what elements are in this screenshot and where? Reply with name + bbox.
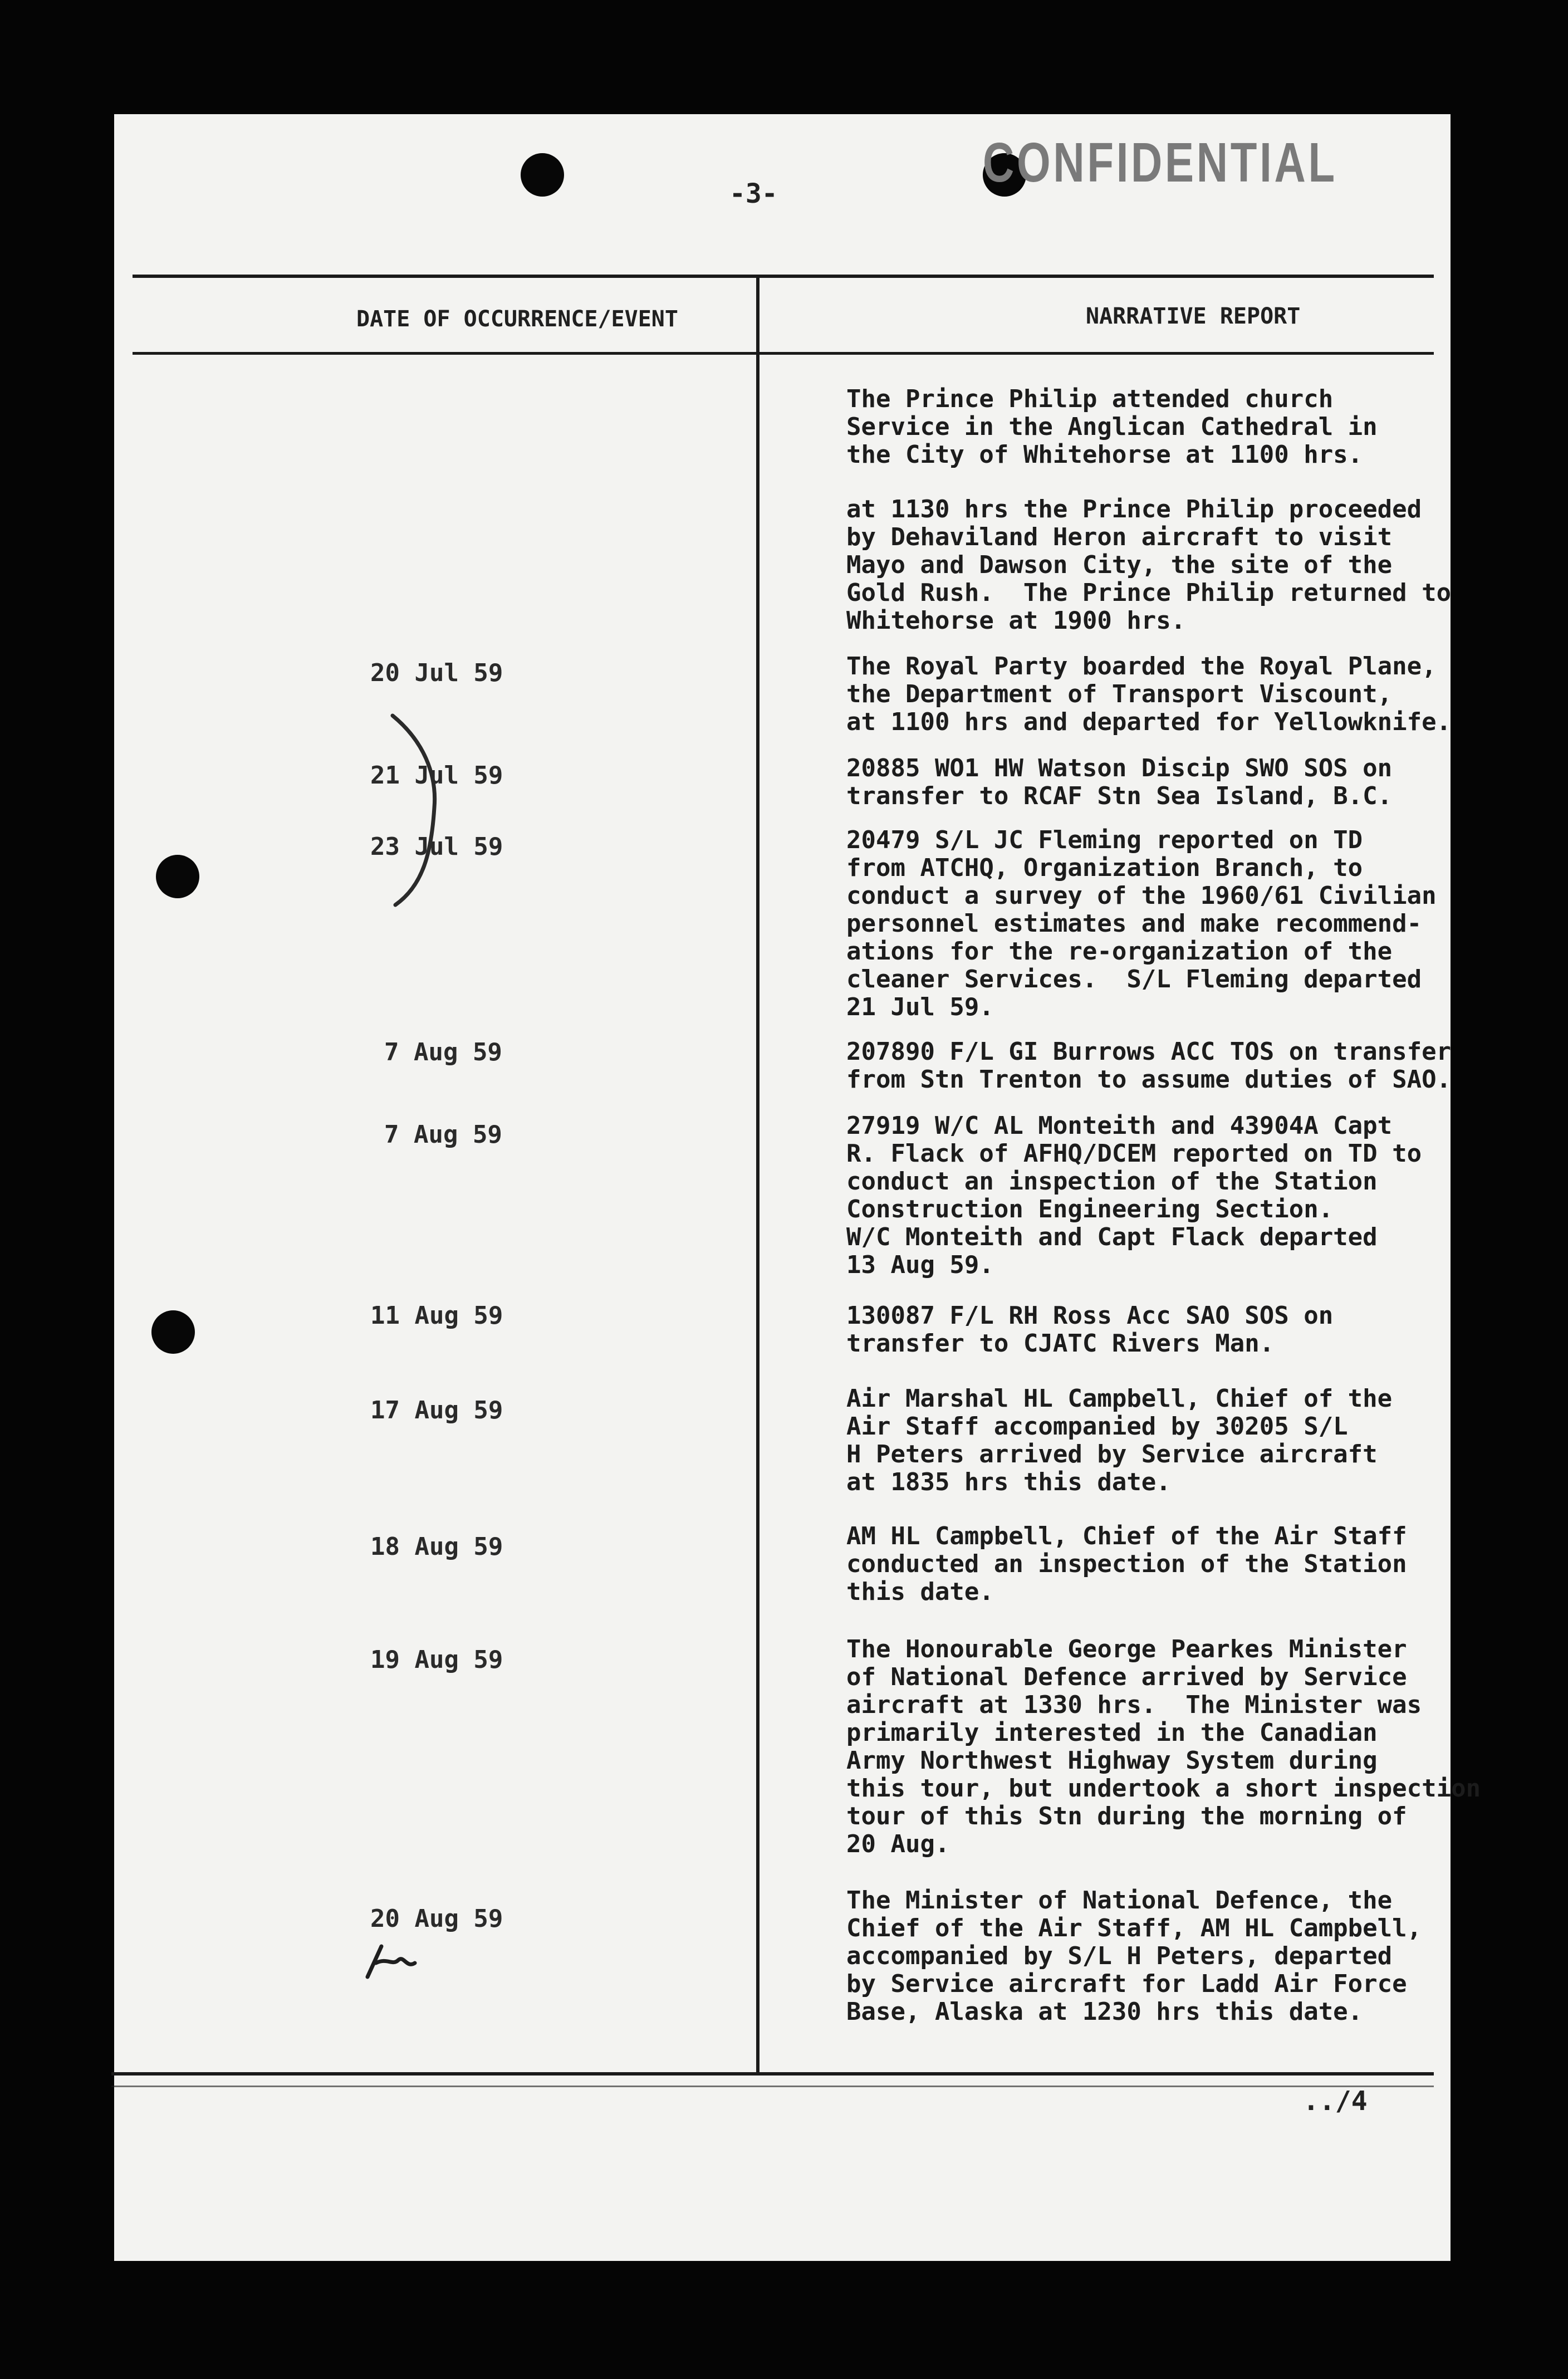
punch-hole bbox=[156, 855, 199, 898]
column-divider bbox=[756, 277, 759, 2075]
narrative-entry: 27919 W/C AL Monteith and 43904A Capt R. Flack of AFHQ/DCEM reported on TD to conduct an inspection of the Station Construction Engineering Section. W/C Monteith and Capt Flack departed 13 Aug 59. bbox=[846, 1112, 1422, 1279]
narrative-entry: 130087 F/L RH Ross Acc SAO SOS on transfer to CJATC Rivers Man. bbox=[846, 1301, 1334, 1358]
header-bottom-rule bbox=[133, 352, 1434, 355]
entry-date: 20 Aug 59 bbox=[370, 1905, 503, 1933]
narrative-entry: at 1130 hrs the Prince Philip proceeded by Dehaviland Heron aircraft to visit Mayo and Dawson City, the site of the Gold Rush. The Prince Philip returned to Whitehorse at 1900 hrs. bbox=[846, 495, 1452, 635]
handwritten-initial-mark bbox=[362, 1938, 423, 1988]
footer-rule-lower bbox=[111, 2086, 1434, 2087]
narrative-entry: The Honourable George Pearkes Minister of National Defence arrived by Service aircraft at 1330 hrs. The Minister was primarily interested in the Canadian Army Northwest Highway System during this tour, but undertook a short inspection tour of this Stn during the morning of 20 Aug. bbox=[846, 1635, 1481, 1858]
entry-date: 19 Aug 59 bbox=[370, 1646, 503, 1674]
footer-rule bbox=[111, 2072, 1434, 2075]
header-top-rule bbox=[133, 275, 1434, 278]
entry-date: 11 Aug 59 bbox=[370, 1301, 503, 1330]
narrative-entry: 207890 F/L GI Burrows ACC TOS on transfer from Stn Trenton to assume duties of SAO. bbox=[846, 1037, 1452, 1094]
continuation-marker: ../4 bbox=[1303, 2086, 1368, 2117]
handwritten-bracket-mark bbox=[384, 713, 462, 924]
punch-hole bbox=[151, 1310, 195, 1354]
narrative-entry: 20479 S/L JC Fleming reported on TD from ATCHQ, Organization Branch, to conduct a survey of the 1960/61 Civilian personnel estimates and make recommend- ations for the re-organization of the cleaner Services. S/L Fleming departed 21 Jul 59. bbox=[846, 826, 1437, 1021]
narrative-entry: The Minister of National Defence, the Chief of the Air Staff, AM HL Campbell, accompanied by S/L H Peters, departed by Service aircraft for Ladd Air Force Base, Alaska at 1230 hrs this date. bbox=[846, 1886, 1422, 2026]
page-number: -3- bbox=[729, 178, 778, 209]
narrative-column-header: NARRATIVE REPORT bbox=[1086, 304, 1301, 329]
entry-date: 18 Aug 59 bbox=[370, 1533, 503, 1561]
entry-date: 23 Jul 59 bbox=[370, 833, 503, 861]
entry-date: 21 Jul 59 bbox=[370, 761, 503, 790]
narrative-entry: The Royal Party boarded the Royal Plane, the Department of Transport Viscount, at 1100 hrs and departed for Yellowknife. bbox=[846, 652, 1452, 736]
narrative-entry: The Prince Philip attended church Service in the Anglican Cathedral in the City of Whitehorse at 1100 hrs. bbox=[846, 385, 1378, 469]
entry-date: 7 Aug 59 bbox=[384, 1038, 502, 1066]
narrative-entry: AM HL Campbell, Chief of the Air Staff conducted an inspection of the Station this date. bbox=[846, 1522, 1407, 1606]
punch-hole bbox=[521, 153, 564, 197]
narrative-entry: 20885 WO1 HW Watson Discip SWO SOS on transfer to RCAF Stn Sea Island, B.C. bbox=[846, 754, 1393, 810]
narrative-entry: Air Marshal HL Campbell, Chief of the Air Staff accompanied by 30205 S/L H Peters arrived by Service aircraft at 1835 hrs this date. bbox=[846, 1384, 1393, 1496]
date-column-header: DATE OF OCCURRENCE/EVENT bbox=[356, 306, 678, 332]
entry-date: 17 Aug 59 bbox=[370, 1396, 503, 1425]
confidential-stamp: CONFIDENTIAL bbox=[983, 131, 1337, 194]
entry-date: 7 Aug 59 bbox=[384, 1120, 502, 1149]
entry-date: 20 Jul 59 bbox=[370, 659, 503, 687]
